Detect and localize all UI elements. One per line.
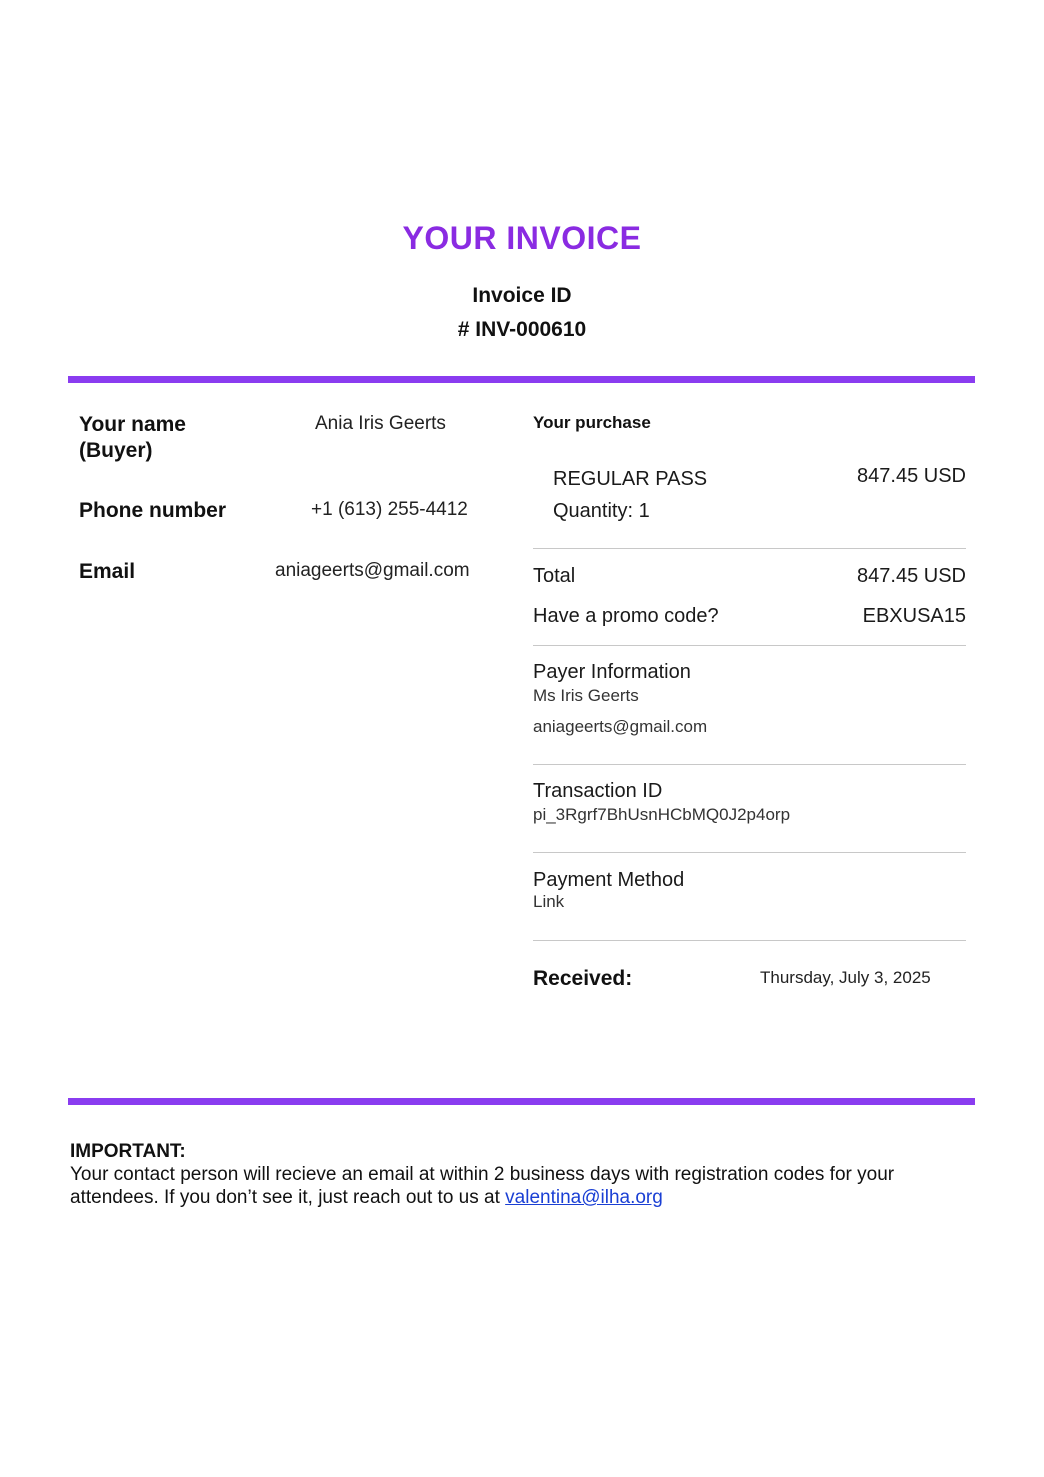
- divider: [533, 645, 966, 646]
- phone-value: +1 (613) 255-4412: [311, 499, 468, 520]
- transaction-heading: Transaction ID: [533, 780, 663, 802]
- payer-email: aniageerts@gmail.com: [533, 717, 708, 736]
- bottom-divider: [68, 1098, 975, 1105]
- payer-heading: Payer Information: [533, 661, 691, 683]
- contact-email-link[interactable]: valentina@ilha.org: [505, 1187, 663, 1208]
- received-date: Thursday, July 3, 2025: [760, 968, 931, 987]
- email-value: aniageerts@gmail.com: [275, 560, 470, 581]
- promo-label: Have a promo code?: [533, 605, 719, 627]
- purchase-heading: Your purchase: [533, 413, 651, 432]
- buyer-name-label: Your name (Buyer): [79, 413, 186, 462]
- received-label: Received:: [533, 967, 633, 990]
- divider: [533, 764, 966, 765]
- important-text: Your contact person will recieve an email at within 2 business days with registration codes for your attendees. If you don’t see it, just reach out to us at: [70, 1164, 895, 1208]
- item-price: 847.45 USD: [857, 465, 966, 487]
- top-divider: [68, 376, 975, 383]
- invoice-title: YOUR INVOICE: [402, 220, 642, 256]
- payment-method-value: Link: [533, 892, 565, 911]
- invoice-id-value: # INV-000610: [457, 318, 587, 341]
- total-value: 847.45 USD: [857, 565, 966, 587]
- divider: [533, 852, 966, 853]
- invoice-id-label: Invoice ID: [472, 284, 572, 307]
- buyer-name-value: Ania Iris Geerts: [315, 413, 446, 434]
- phone-label: Phone number: [79, 499, 227, 522]
- divider: [533, 940, 966, 941]
- important-heading: IMPORTANT:: [70, 1141, 186, 1162]
- divider: [533, 548, 966, 549]
- important-notice: [70, 1140, 970, 1209]
- transaction-id-value: pi_3Rgrf7BhUsnHCbMQ0J2p4orp: [533, 805, 791, 824]
- item-quantity: Quantity: 1: [553, 500, 650, 522]
- payer-name: Ms Iris Geerts: [533, 686, 639, 705]
- promo-value: EBXUSA15: [862, 605, 966, 627]
- email-label: Email: [79, 560, 136, 583]
- total-label: Total: [533, 565, 576, 587]
- item-name: REGULAR PASS: [553, 468, 708, 490]
- payment-method-heading: Payment Method: [533, 869, 685, 891]
